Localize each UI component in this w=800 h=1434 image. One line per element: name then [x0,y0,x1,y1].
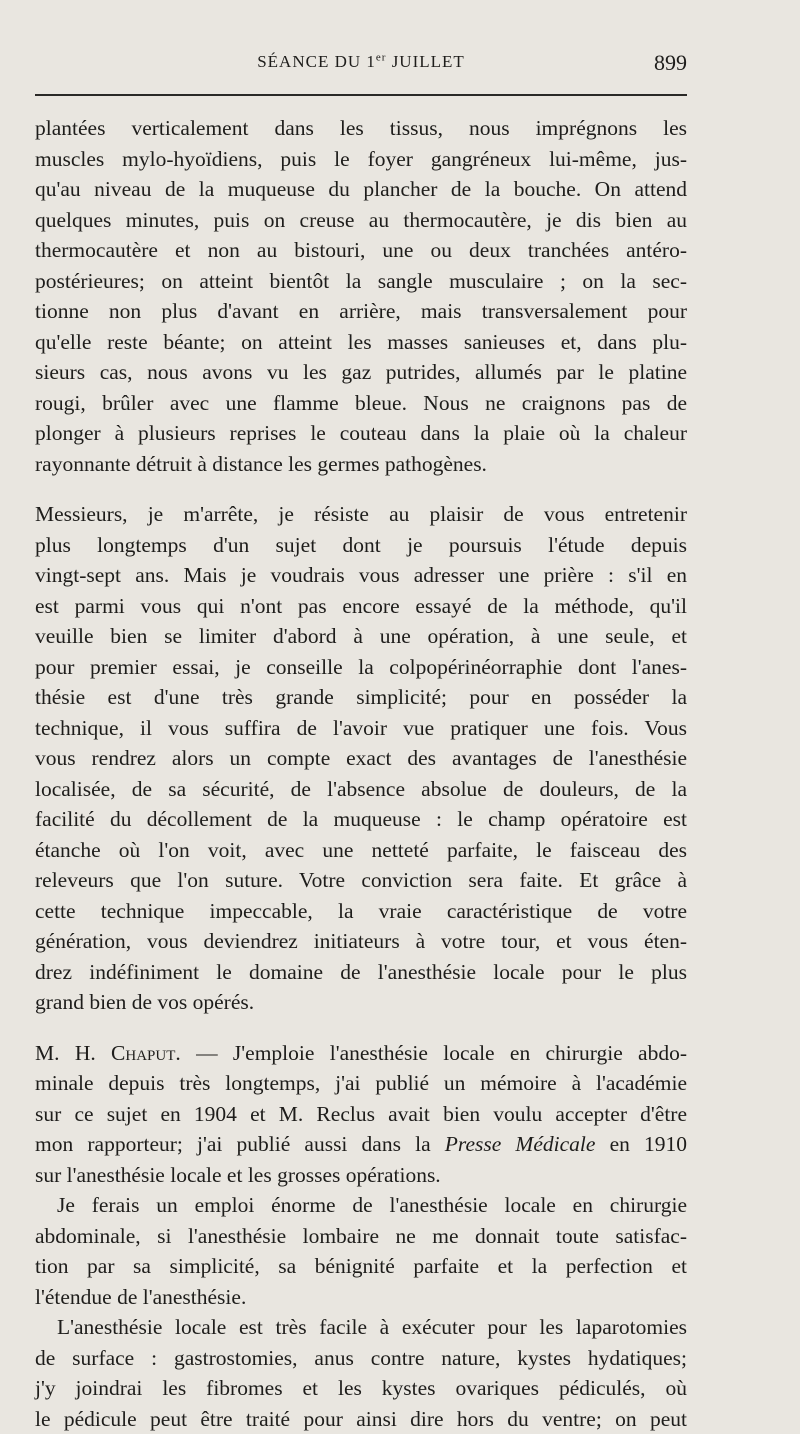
text-line: releveurs que l'on suture. Votre conviction sera faite. Et grâce à [35,865,687,896]
text-line: grand bien de vos opérés. [35,987,687,1018]
text-line: est parmi vous qui n'ont pas encore essayé de la méthode, qu'il [35,591,687,622]
text-line: vingt-sept ans. Mais je voudrais vous adresser une prière : s'il en [35,560,687,591]
text-line: génération, vous deviendrez initiateurs à votre tour, et vous éten- [35,926,687,957]
text-line: thésie est d'une très grande simplicité; pour en posséder la [35,682,687,713]
text-line: étanche où l'on voit, avec une netteté parfaite, le faisceau des [35,835,687,866]
running-header [35,52,687,82]
text-line: Messieurs, je m'arrête, je résiste au plaisir de vous entretenir [35,499,687,530]
speaker-prefix: M. H. [35,1041,111,1065]
text-line [35,1129,687,1160]
text-line: cette technique impeccable, la vraie caractéristique de votre [35,896,687,927]
text-line: thermocautère et non au bistouri, une ou deux tranchées antéro- [35,235,687,266]
text-line: technique, il vous suffira de l'avoir vue pratiquer une fois. Vous [35,713,687,744]
text-line: plantées verticalement dans les tissus, nous imprégnons les [35,113,687,144]
text-fragment: Je ferais un emploi énorme de l'anesthésie locale en chirurgie [57,1193,687,1217]
text-line [35,1312,687,1343]
text-line: localisée, de sa sécurité, de l'absence absolue de douleurs, de la [35,774,687,805]
text-fragment: J'emploie l'anesthésie locale en chirurgie abdo- [233,1041,687,1065]
body-text [35,113,687,1434]
text-line: vous rendrez alors un compte exact des avantages de l'anesthésie [35,743,687,774]
paragraph-5 [35,1312,687,1434]
header-title-superscript: er [376,51,387,63]
text-line: sieurs cas, nous avons vu les gaz putrides, allumés par le platine [35,357,687,388]
text-line: qu'au niveau de la muqueuse du plancher de la bouche. On attend [35,174,687,205]
speaker-name: Chaput [111,1041,175,1065]
text-line: muscles mylo-hyoïdiens, puis le foyer gangréneux lui-même, jus- [35,144,687,175]
text-line: abdominale, si l'anesthésie lombaire ne me donnait toute satisfac- [35,1221,687,1252]
text-line: qu'elle reste béante; on atteint les masses sanieuses et, dans plu- [35,327,687,358]
journal-title: Presse Médicale [445,1132,596,1156]
text-fragment: en 1910 [595,1132,687,1156]
text-fragment: mon rapporteur; j'ai publié aussi dans la [35,1132,445,1156]
text-line: minale depuis très longtemps, j'ai publié un mémoire à l'académie [35,1068,687,1099]
text-line: facilité du décollement de la muqueuse : le champ opératoire est [35,804,687,835]
paragraph-gap [35,479,687,499]
text-line: quelques minutes, puis on creuse au thermocautère, je dis bien au [35,205,687,236]
text-line: de surface : gastrostomies, anus contre nature, kystes hydatiques; [35,1343,687,1374]
paragraph-2 [35,499,687,1018]
page-number: 899 [654,50,687,76]
speaker-separator: . — [175,1041,233,1065]
paragraph-1 [35,113,687,479]
text-line: veuille bien se limiter d'abord à une opération, à une seule, et [35,621,687,652]
text-line: drez indéfiniment le domaine de l'anesthésie locale pour le plus [35,957,687,988]
text-line: plus longtemps d'un sujet dont je poursuis l'étude depuis [35,530,687,561]
text-line: rayonnante détruit à distance les germes pathogènes. [35,449,687,480]
text-line [35,1190,687,1221]
text-line: l'étendue de l'anesthésie. [35,1282,687,1313]
text-line: tion par sa simplicité, sa bénignité parfaite et la perfection et [35,1251,687,1282]
text-line: sur ce sujet en 1904 et M. Reclus avait bien voulu accepter d'être [35,1099,687,1130]
text-line: j'y joindrai les fibromes et les kystes ovariques pédiculés, où [35,1373,687,1404]
text-line: le pédicule peut être traité pour ainsi dire hors du ventre; on peut [35,1404,687,1434]
text-line: sur l'anesthésie locale et les grosses opérations. [35,1160,687,1191]
text-line: plonger à plusieurs reprises le couteau dans la plaie où la chaleur [35,418,687,449]
text-line: postérieures; on atteint bientôt la sangle musculaire ; on la sec- [35,266,687,297]
header-title-month: JUILLET [386,52,464,71]
text-line [35,1038,687,1069]
paragraph-4 [35,1190,687,1312]
text-line: tionne non plus d'avant en arrière, mais transversalement pour [35,296,687,327]
paragraph-gap [35,1018,687,1038]
header-title-text: SÉANCE DU 1 [257,52,376,71]
text-line: rougi, brûler avec une flamme bleue. Nous ne craignons pas de [35,388,687,419]
paragraph-3 [35,1038,687,1191]
text-fragment: L'anesthésie locale est très facile à exécuter pour les laparotomies [57,1315,687,1339]
text-line: pour premier essai, je conseille la colpopérinéorraphie dont l'anes- [35,652,687,683]
header-title [35,52,687,72]
header-rule [35,94,687,96]
